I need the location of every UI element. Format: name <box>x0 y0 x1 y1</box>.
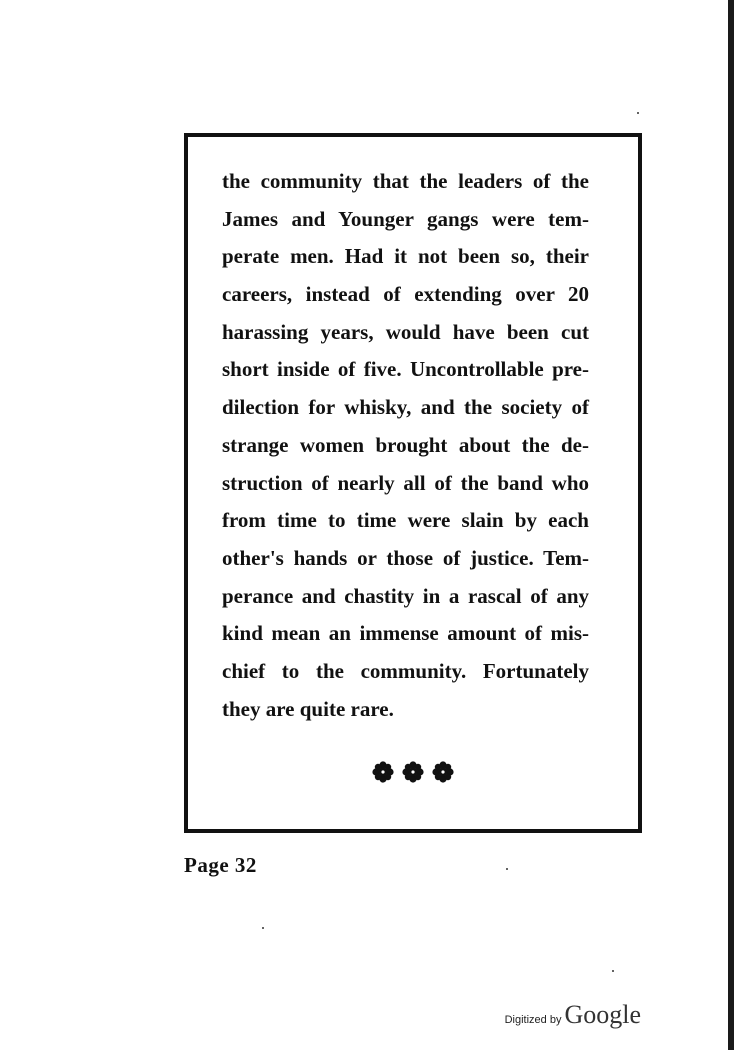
text-frame <box>184 133 642 833</box>
passage-line: strange women brought about the de- <box>222 432 589 457</box>
section-ornaments <box>188 761 638 783</box>
scan-speck <box>506 868 508 870</box>
passage-line: careers, instead of extending over 20 <box>222 282 589 307</box>
watermark-prefix: Digitized by <box>504 1014 562 1026</box>
passage-line: James and Younger gangs were tem- <box>222 206 589 231</box>
scan-speck <box>262 927 264 929</box>
flower-ornament-icon <box>402 761 424 783</box>
digitized-watermark <box>505 1000 641 1030</box>
page-edge-bar <box>728 0 734 1050</box>
passage-line: other's hands or those of justice. Tem- <box>222 545 589 570</box>
passage-line: struction of nearly all of the band who <box>222 470 589 495</box>
flower-ornament-icon <box>432 761 454 783</box>
passage-line: chief to the community. Fortunately <box>222 658 589 683</box>
passage-line: from time to time were slain by each <box>222 508 589 533</box>
scan-speck <box>612 970 614 972</box>
passage-line: perance and chastity in a rascal of any <box>222 583 589 608</box>
passage-line: the community that the leaders of the <box>222 169 589 193</box>
passage-line: perate men. Had it not been so, their <box>222 244 589 269</box>
passage-line: short inside of five. Uncontrollable pre- <box>222 357 589 382</box>
passage-line: dilection for whisky, and the society of <box>222 395 589 420</box>
passage-line: harassing years, would have been cut <box>222 319 589 344</box>
passage <box>222 163 589 728</box>
passage-line: they are quite rare. <box>222 696 394 721</box>
passage-line: kind mean an immense amount of mis- <box>222 621 589 646</box>
scan-speck <box>637 112 639 114</box>
page-number: Page 32 <box>184 853 257 877</box>
watermark-brand: Google <box>564 1000 641 1029</box>
flower-ornament-icon <box>372 761 394 783</box>
